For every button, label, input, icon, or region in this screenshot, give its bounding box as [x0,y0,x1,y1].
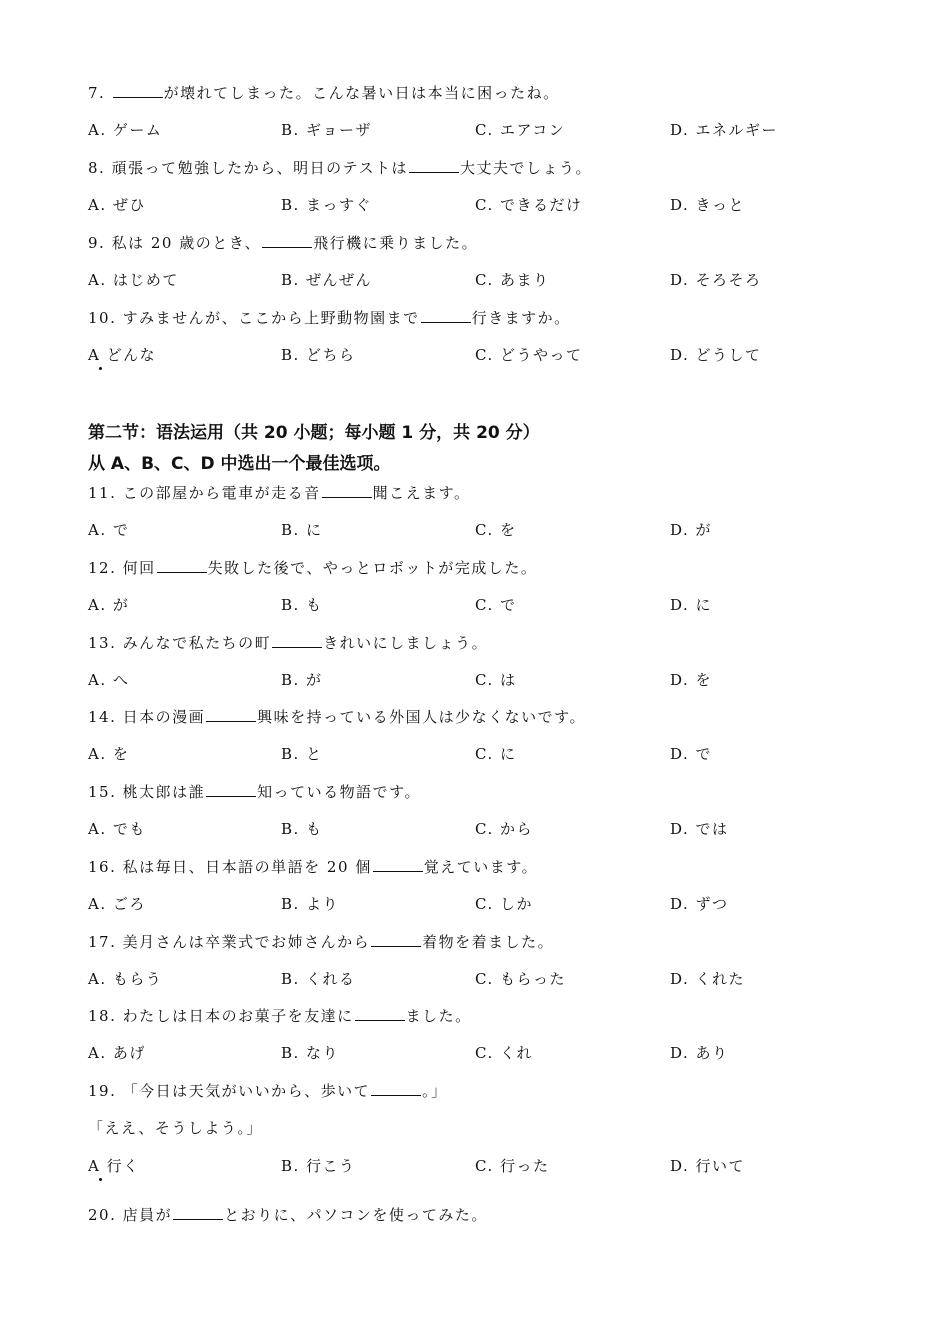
options-16 [88,893,888,915]
option-d: D. ずつ [670,895,729,913]
option-c: C. しか [475,895,533,913]
option-a: A. へ [88,671,130,689]
options-11 [88,519,888,541]
option-d: D. を [670,671,713,689]
answer-blank [355,1006,405,1021]
option-b: B. 行こう [281,1157,356,1175]
option-c: C. できるだけ [475,196,583,214]
answer-blank [371,1081,421,1096]
option-c: C. は [475,671,517,689]
option-c: C. エアコン [475,121,566,139]
options-12 [88,594,888,616]
options-10 [88,344,888,366]
option-a: A. もらう [88,970,163,988]
option-c: C. を [475,521,517,539]
option-a: A. でも [88,820,146,838]
answer-blank [409,158,459,173]
answer-blank [371,932,421,947]
dot-mark [99,1178,102,1181]
option-a: A. が [88,596,130,614]
option-d: D. あり [670,1044,729,1062]
option-c: C. くれ [475,1044,533,1062]
question-19: 19. 「今日は天気がいいから、歩いて 。」 [88,1082,448,1100]
option-d: D. 行いて [670,1157,746,1175]
question-13: 13. みんなで私たちの町 きれいにしましょう。 [88,634,489,652]
question-12: 12. 何回 失敗した後で、やっとロボットが完成した。 [88,559,538,577]
option-d: D. くれた [670,970,746,988]
answer-blank [206,707,256,722]
option-c: C. に [475,745,517,763]
options-7 [88,119,888,141]
answer-blank [173,1205,223,1220]
option-b: B. どちら [281,346,356,364]
option-b: B. より [281,895,340,913]
option-a: A どんな [88,346,157,364]
option-b: B. も [281,820,323,838]
option-b: B. と [281,745,323,763]
option-c: C. から [475,820,533,838]
question-18: 18. わたしは日本のお菓子を友達に ました。 [88,1007,472,1025]
option-a: A 行く [88,1157,140,1175]
answer-blank [421,308,471,323]
option-b: B. ギョーザ [281,121,373,139]
question-11: 11. この部屋から電車が走る音 聞こえます。 [88,484,471,502]
answer-blank [272,633,322,648]
option-b: B. も [281,596,323,614]
answer-blank [113,83,163,98]
section-instruction: 从 A、B、C、D 中选出一个最佳选项。 [88,454,391,474]
options-17 [88,968,888,990]
option-d: D. そろそろ [670,271,762,289]
option-b: B. に [281,521,323,539]
option-c: C. どうやって [475,346,583,364]
question-9: 9. 私は 20 歳のとき、 飛行機に乗りました。 [88,234,479,252]
option-a: A. ごろ [88,895,146,913]
section-title: 第二节：语法运用（共 20 小题；每小题 1 分，共 20 分） [88,423,540,443]
option-a: A. ゲーム [88,121,163,139]
options-9 [88,269,888,291]
question-10: 10. すみませんが、ここから上野動物園まで 行きますか。 [88,309,571,327]
answer-blank [322,483,372,498]
question-15: 15. 桃太郎は誰 知っている物語です。 [88,783,421,801]
question-8: 8. 頑張って勉強したから、明日のテストは 大丈夫でしょう。 [88,159,593,177]
option-a: A. あげ [88,1044,146,1062]
question-17: 17. 美月さんは卒業式でお姉さんから 着物を着ました。 [88,933,555,951]
answer-blank [262,233,312,248]
options-8 [88,194,888,216]
answer-blank [373,857,423,872]
options-18 [88,1042,888,1064]
question-16: 16. 私は毎日、日本語の単語を 20 個 覚えています。 [88,858,539,876]
option-d: D. が [670,521,713,539]
option-d: D. エネルギー [670,121,779,139]
option-d: D. どうして [670,346,762,364]
dot-mark [99,367,102,370]
option-a: A. を [88,745,130,763]
option-a: A. はじめて [88,271,179,289]
option-d: D. で [670,745,713,763]
option-c: C. もらった [475,970,566,988]
options-15 [88,818,888,840]
option-c: C. あまり [475,271,550,289]
option-c: C. 行った [475,1157,550,1175]
answer-blank [157,558,207,573]
option-d: D. では [670,820,729,838]
answer-blank [206,782,256,797]
option-b: B. ぜんぜん [281,271,373,289]
options-19 [88,1155,888,1177]
question-14: 14. 日本の漫画 興味を持っている外国人は少なくないです。 [88,708,586,726]
question-20: 20. 店員が とおりに、パソコンを使ってみた。 [88,1206,488,1224]
option-b: B. まっすぐ [281,196,373,214]
option-a: A. で [88,521,130,539]
option-b: B. なり [281,1044,340,1062]
options-14 [88,743,888,765]
option-b: B. が [281,671,323,689]
option-b: B. くれる [281,970,356,988]
question-19-reply: 「ええ、そうしよう。」 [88,1119,263,1137]
option-c: C. で [475,596,517,614]
options-13 [88,669,888,691]
option-d: D. きっと [670,196,746,214]
option-a: A. ぜひ [88,196,146,214]
option-d: D. に [670,596,713,614]
question-7: 7. が壊れてしまった。こんな暑い日は本当に困ったね。 [88,84,560,102]
